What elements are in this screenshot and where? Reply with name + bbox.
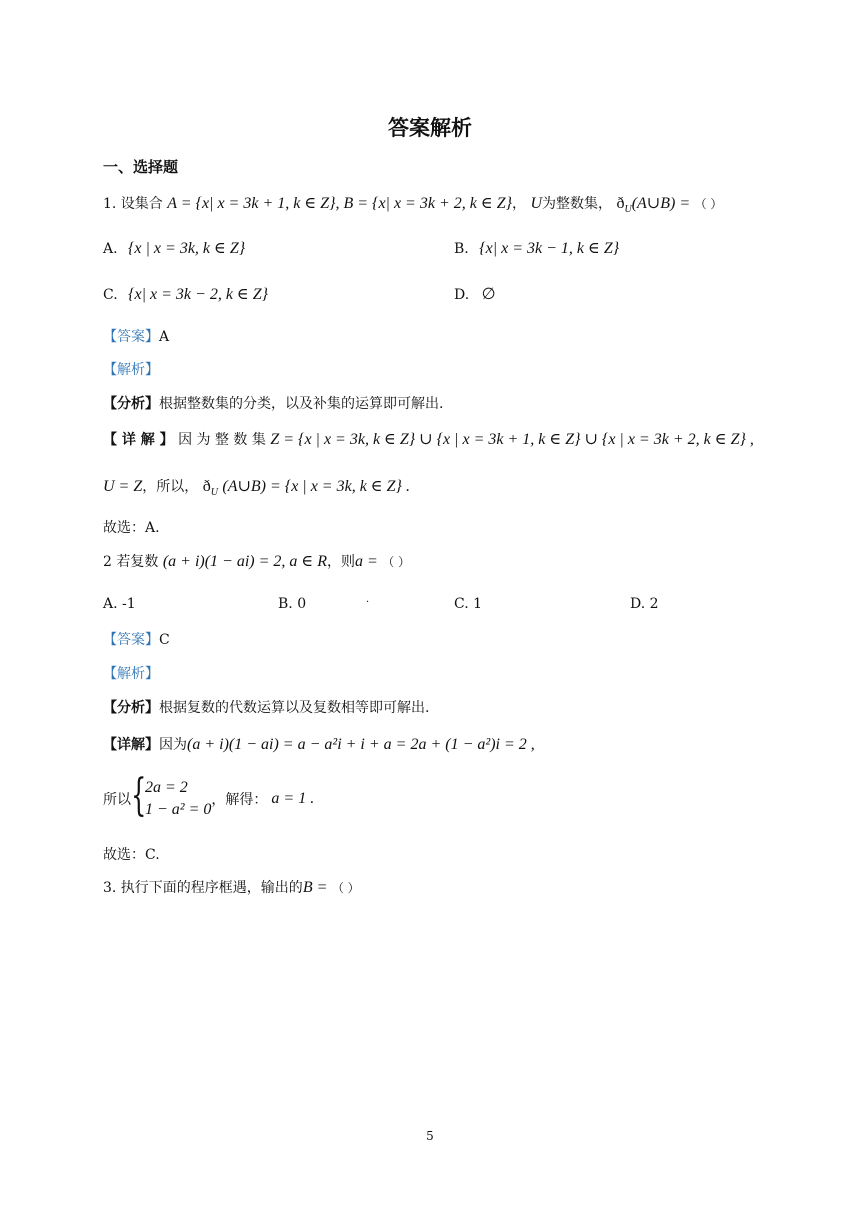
q2-system-line1: 2a = 2: [145, 779, 188, 796]
q1-option-d-math: ∅: [481, 286, 496, 303]
q1-choose: 故选：A.: [103, 520, 160, 536]
q1-detail-line2: [103, 476, 410, 498]
question-3-stem: [103, 877, 360, 897]
page-title: 答案解析: [388, 116, 472, 140]
q2-detail-tag: 【详解】: [103, 737, 159, 753]
q1-option-d-label: D.: [454, 287, 470, 303]
q1-answer-tag: 【答案】: [103, 329, 159, 345]
q2-text2: ，则: [327, 554, 356, 570]
q1-option-a: [103, 238, 245, 258]
q2-suoyi: 所以: [103, 792, 131, 808]
q1-detail-math: Z = {x | x = 3k, k ∈ Z} ∪ {x | x = 3k + 1, k ∈ Z} ∪ {x | x = 3k + 2, k ∈ Z} ,: [270, 431, 754, 448]
q1-detail-line1: [103, 429, 754, 449]
q1-line2-text: ，所以，: [142, 479, 199, 495]
q2-stray-dot: ·: [366, 597, 370, 608]
q1-option-a-label: A.: [103, 241, 118, 257]
q2-math: (a + i)(1 − ai) = 2, a ∈ R: [162, 553, 328, 570]
q2-detail: [103, 734, 535, 754]
q3-prefix: 3. 执行下面的程序框遇，输出的: [103, 880, 303, 896]
q1-fenxi-text: 根据整数集的分类，以及补集的运算即可解出.: [159, 396, 444, 412]
q1-line2-complement: ð: [202, 478, 211, 495]
q2-answer-tag: 【答案】: [103, 632, 159, 648]
q2-answer-value: C: [159, 632, 170, 648]
q1-line2-math2: (A∪B) = {x | x = 3k, k ∈ Z} .: [222, 478, 410, 495]
q2-system-line2: 1 − a² = 0: [145, 801, 212, 818]
page-number: 5: [426, 1129, 434, 1143]
q2-detail-text: 因为: [159, 737, 187, 753]
question-1-stem: [103, 193, 722, 215]
q1-prefix: 1. 设集合: [103, 196, 163, 212]
q2-option-b: B. 0: [278, 596, 307, 612]
q1-answer: [103, 326, 169, 346]
q2-jiede: ，解得：: [211, 792, 268, 808]
section-heading: 一、选择题: [103, 158, 179, 176]
q1-line2-subscript: U: [210, 486, 218, 498]
q3-math: B =: [302, 879, 328, 896]
q1-analysis-tag: 【解析】: [103, 362, 159, 378]
q2-prefix: 2 若复数: [103, 554, 159, 570]
q2-equation-system: [131, 770, 212, 821]
q2-answer-paren: （ ）: [382, 555, 411, 569]
q1-fenxi: [103, 393, 443, 413]
q1-option-b-label: B.: [454, 241, 469, 257]
q2-detail-math: (a + i)(1 − ai) = a − a²i + i + a = 2a + (1 − a²)i = 2 ,: [187, 736, 535, 753]
q2-fenxi-tag: 【分析】: [103, 700, 159, 716]
q1-option-c-math: {x| x = 3k − 2, k ∈ Z}: [128, 286, 269, 303]
q2-math2: a =: [355, 553, 378, 570]
q1-option-b-math: {x| x = 3k − 1, k ∈ Z}: [479, 240, 620, 257]
q2-fenxi: [103, 697, 429, 717]
q2-answer: [103, 629, 170, 649]
q2-result: a = 1 .: [271, 790, 315, 807]
q1-universal-text: 为整数集，: [542, 196, 613, 212]
q1-complement-symbol: ð: [616, 195, 625, 212]
question-2-stem: [103, 551, 410, 571]
q3-answer-paren: （ ）: [331, 881, 360, 895]
q1-set-definitions: A = {x| x = 3k + 1, k ∈ Z}, B = {x| x = 3k + 2, k ∈ Z}: [167, 195, 512, 212]
q1-option-c-label: C.: [103, 287, 118, 303]
q1-detail-tag: 【 详 解 】: [103, 432, 174, 448]
q1-union-expression: (A∪B) =: [631, 195, 691, 212]
q1-comma: ，: [512, 196, 526, 212]
q1-line2-math1: U = Z: [103, 478, 143, 495]
q1-answer-paren: （ ）: [694, 197, 723, 211]
q1-option-b: [454, 238, 619, 258]
q2-option-d: D. 2: [630, 596, 659, 612]
q2-fenxi-text: 根据复数的代数运算以及复数相等即可解出.: [159, 700, 430, 716]
q1-option-d: [454, 284, 496, 304]
q2-system-line: [103, 770, 315, 821]
q1-option-c: [103, 284, 268, 304]
q1-complement-subscript: U: [624, 203, 632, 215]
q2-option-c: C. 1: [454, 596, 483, 612]
q2-system-brace: {: [131, 770, 147, 821]
q2-option-a: A. -1: [103, 596, 136, 612]
q1-fenxi-tag: 【分析】: [103, 396, 159, 412]
q2-choose: 故选：C.: [103, 847, 160, 863]
q1-detail-text: 因 为 整 数 集: [178, 432, 266, 448]
q1-answer-value: A: [159, 329, 170, 345]
q1-universal-symbol: U: [530, 195, 543, 212]
q2-analysis-tag: 【解析】: [103, 666, 159, 682]
q1-option-a-math: {x | x = 3k, k ∈ Z}: [128, 240, 246, 257]
